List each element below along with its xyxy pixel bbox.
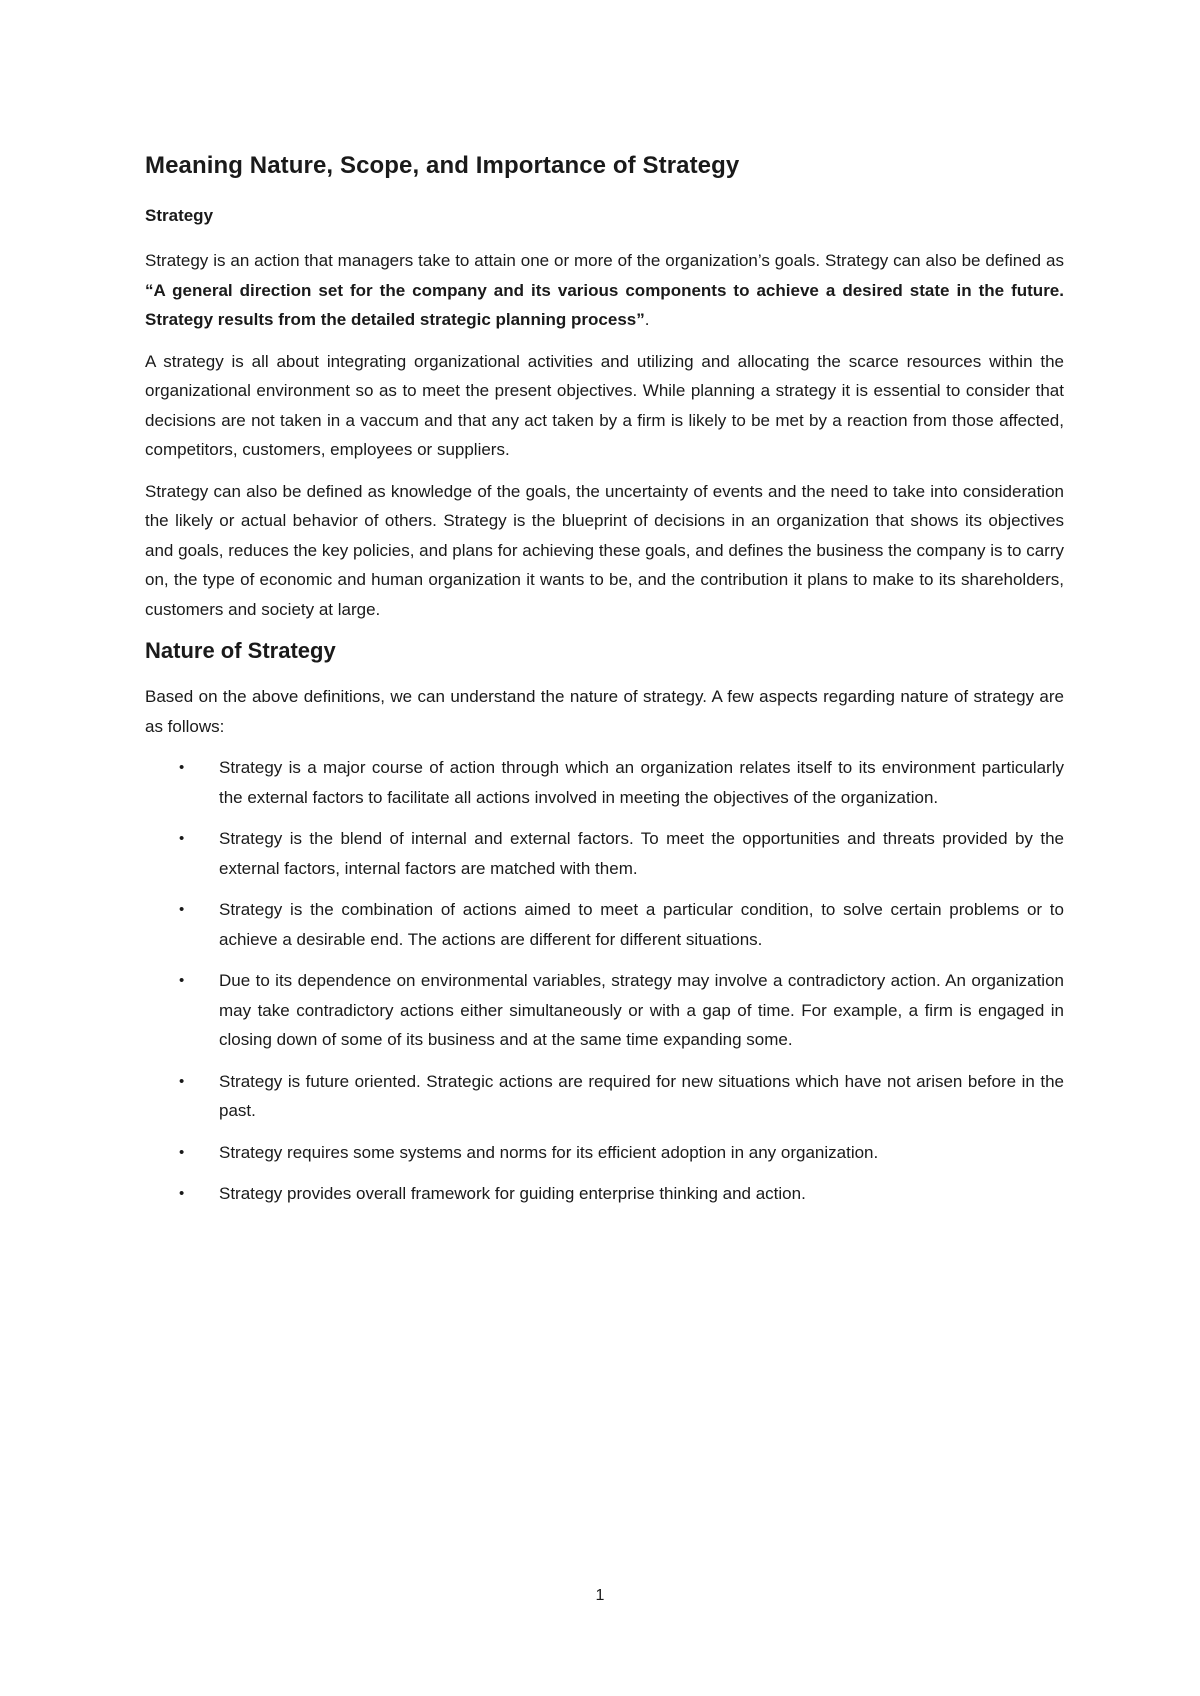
strategy-integration-paragraph: A strategy is all about integrating organizational activities and utilizing and allocating the scarce resources within the organizational environment so as to meet the present objectives. While planning a strategy it is essential to consider that decisions are not taken in a vaccum and that any act taken by a firm is likely to be met by a reaction from those affected, competitors, customers, employees or suppliers.	[145, 351, 1064, 459]
bullet-icon: •	[179, 1185, 185, 1202]
bullet-icon: •	[179, 972, 185, 989]
strategy-knowledge-paragraph: Strategy can also be defined as knowledge of the goals, the uncertainty of events and the need to take into consideration the likely or actual behavior of others. Strategy is the blueprint of decisions in an organization that shows its objectives and goals, reduces the key policies, and plans for achieving these goals, and defines the business the company is to carry on, the type of economic and human organization it wants to be, and the contribution it plans to make to its shareholders, customers and society at large.	[145, 481, 1064, 619]
list-item-text: Strategy is future oriented. Strategic actions are required for new situations which have not arisen before in the past.	[219, 1071, 1064, 1120]
bullet-icon: •	[179, 1072, 185, 1090]
bullet-icon: •	[179, 1143, 185, 1161]
list-item-text: Strategy provides overall framework for guiding enterprise thinking and action.	[219, 1184, 806, 1203]
page-number: 1	[595, 1587, 605, 1604]
definition-text: Strategy is an action that managers take to attain one or more of the organization’s goals. Strategy can also be defined as	[145, 251, 1064, 270]
strategy-definition-paragraph	[145, 246, 1064, 335]
list-item	[179, 895, 1064, 954]
nature-intro-paragraph: Based on the above definitions, we can understand the nature of strategy. A few aspects regarding nature of strategy are as follows:	[145, 687, 1064, 736]
definition-quote: “A general direction set for the company and its various components to achieve a desired state in the future. Strategy results from the detailed strategic planning process”	[145, 280, 1064, 329]
list-item	[179, 1138, 1064, 1168]
strategy-subheading: Strategy	[145, 206, 214, 225]
list-item-text: Strategy is a major course of action through which an organization relates itself to its environment particularly the external factors to facilitate all actions involved in meeting the objectives of the organization.	[219, 758, 1064, 807]
nature-heading: Nature of Strategy	[145, 638, 336, 663]
definition-end: .	[644, 310, 650, 329]
list-item-text: Strategy is the blend of internal and external factors. To meet the opportunities and threats provided by the external factors, internal factors are matched with them.	[219, 829, 1064, 878]
list-item	[179, 1179, 1064, 1209]
list-item-text: Strategy is the combination of actions aimed to meet a particular condition, to solve certain problems or to achieve a desirable end. The actions are different for different situations.	[219, 900, 1064, 949]
list-item	[179, 1067, 1064, 1126]
list-item-text: Strategy requires some systems and norms for its efficient adoption in any organization.	[219, 1142, 879, 1162]
nature-bullet-list	[145, 753, 1064, 1209]
bullet-icon: •	[179, 901, 185, 918]
list-item	[179, 966, 1064, 1055]
document-title: Meaning Nature, Scope, and Importance of Strategy	[145, 152, 740, 179]
list-item	[179, 753, 1064, 812]
bullet-icon: •	[179, 759, 185, 776]
list-item	[179, 824, 1064, 883]
bullet-icon: •	[179, 830, 185, 847]
list-item-text: Due to its dependence on environmental variables, strategy may involve a contradictory action. An organization may take contradictory actions either simultaneously or with a gap of time. For example, a firm is engaged in closing down of some of its business and at the same time expanding some.	[219, 971, 1064, 1049]
